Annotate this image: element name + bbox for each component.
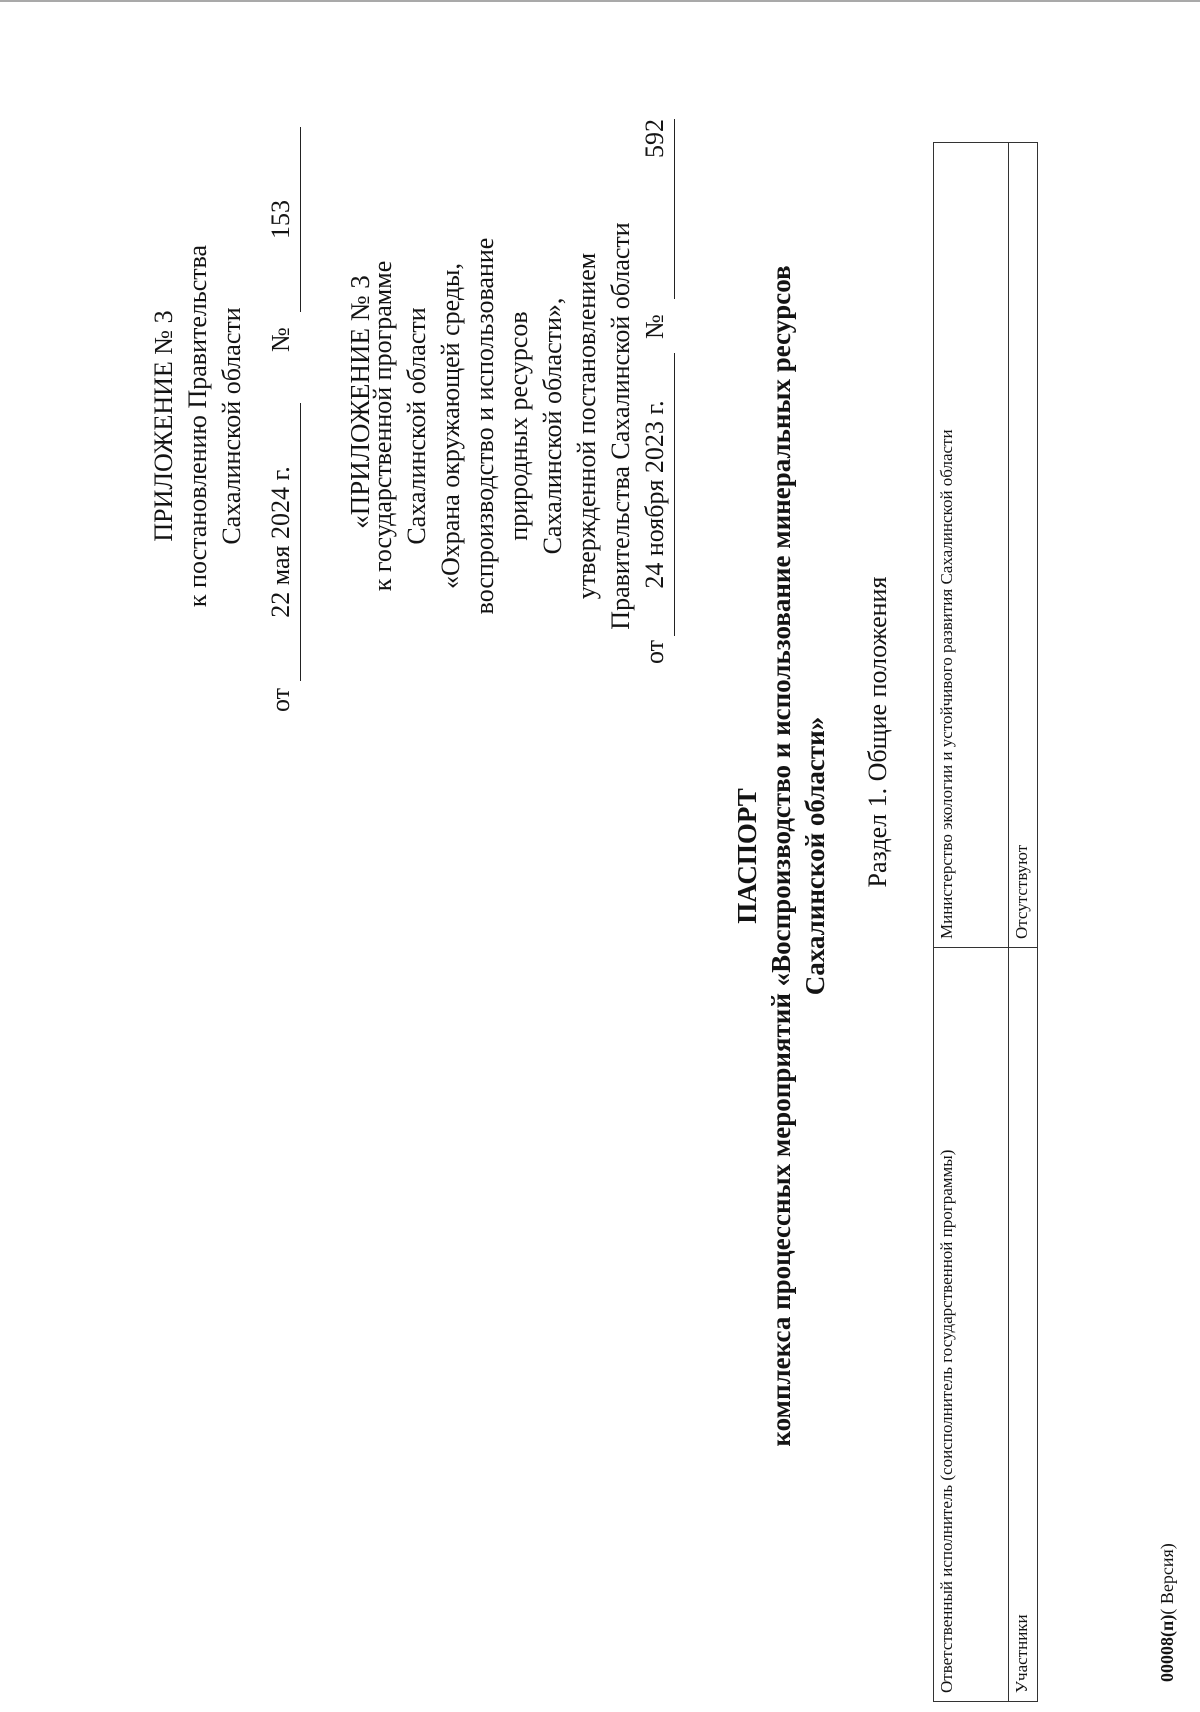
program-appendix-line: природных ресурсов bbox=[504, 311, 533, 541]
document-code: 00008(п) bbox=[1157, 1614, 1177, 1682]
version-footer bbox=[1155, 1543, 1179, 1682]
appendix-heading: ПРИЛОЖЕНИЕ № 3 bbox=[149, 310, 178, 542]
program-appendix-line: Сахалинской области», bbox=[538, 297, 567, 555]
appendix-line: Сахалинской области bbox=[217, 307, 246, 545]
number-value: 592 bbox=[638, 119, 675, 299]
date-value: 22 мая 2024 г. bbox=[264, 403, 301, 681]
version-label: ( Версия) bbox=[1157, 1543, 1177, 1615]
table-cell-value: Отсутствуют bbox=[1009, 143, 1038, 948]
table-cell-label: Участники bbox=[1009, 948, 1038, 1702]
table-cell-label: Ответственный исполнитель (соисполнитель государственной программы) bbox=[934, 948, 1009, 1702]
program-appendix-line: Правительства Сахалинской области bbox=[606, 222, 635, 630]
passport-heading bbox=[730, 156, 832, 1556]
program-appendix-line: утвержденной постановлением bbox=[572, 252, 601, 600]
table-row bbox=[1009, 143, 1038, 1702]
passport-title: ПАСПОРТ bbox=[732, 788, 762, 924]
passport-subtitle: комплекса процессных мероприятий «Воспроизводство и использование минеральных ресурсов bbox=[766, 265, 796, 1447]
date-label: от bbox=[266, 687, 295, 712]
table-row bbox=[934, 143, 1009, 1702]
passport-subtitle: Сахалинской области» bbox=[800, 716, 830, 996]
date-label: от bbox=[640, 639, 669, 664]
program-appendix-line: воспроизводство и использование bbox=[470, 237, 499, 615]
date-value: 24 ноября 2023 г. bbox=[638, 353, 675, 636]
program-appendix-heading: «ПРИЛОЖЕНИЕ № 3 bbox=[345, 275, 375, 529]
number-value: 153 bbox=[264, 127, 301, 312]
program-appendix-line: Сахалинской области bbox=[402, 307, 431, 545]
section-title: Раздел 1. Общие положения bbox=[863, 576, 892, 888]
appendix-line: к постановлению Правительства bbox=[183, 244, 212, 608]
general-provisions-table bbox=[933, 142, 1038, 1702]
appendix-header bbox=[147, 146, 249, 706]
number-label: № bbox=[266, 327, 295, 352]
program-appendix-block bbox=[366, 146, 638, 706]
table-cell-value: Министерство экологии и устойчивого развития Сахалинской области bbox=[934, 143, 1009, 948]
program-appendix-line: «Охрана окружающей среды, bbox=[436, 262, 465, 590]
number-label: № bbox=[640, 314, 669, 339]
program-appendix-line: к государственной программе bbox=[368, 260, 397, 592]
